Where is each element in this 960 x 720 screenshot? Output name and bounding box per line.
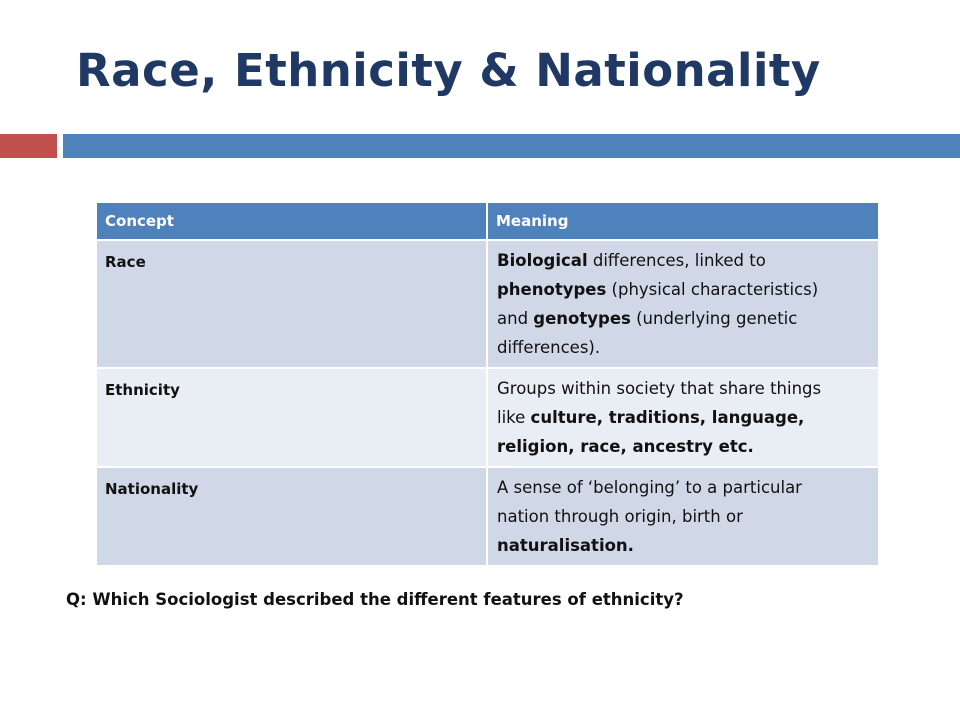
accent-bar-blue <box>63 134 960 158</box>
meaning-cell <box>487 240 879 368</box>
meaning-keyword: Biological <box>497 251 588 270</box>
meaning-line <box>497 432 870 461</box>
concept-cell: Race <box>96 240 487 368</box>
meaning-line <box>497 275 870 304</box>
concept-cell: Ethnicity <box>96 368 487 467</box>
meaning-line <box>497 374 870 403</box>
table-row <box>96 467 879 566</box>
meaning-keyword: naturalisation. <box>497 536 634 555</box>
meaning-text: nation through origin, birth or <box>497 507 743 526</box>
table-row <box>96 240 879 368</box>
concept-cell: Nationality <box>96 467 487 566</box>
meaning-line <box>497 531 870 560</box>
meaning-line <box>497 333 870 362</box>
table-header-row <box>96 202 879 240</box>
meaning-text: and <box>497 309 534 328</box>
table-row <box>96 368 879 467</box>
meaning-line <box>497 473 870 502</box>
meaning-line <box>497 304 870 333</box>
meaning-keyword: religion, race, ancestry etc. <box>497 437 754 456</box>
meaning-text: like <box>497 408 531 427</box>
meaning-text: Groups within society that share things <box>497 379 822 398</box>
meaning-text: A sense of ‘belonging’ to a particular <box>497 478 802 497</box>
meaning-line <box>497 502 870 531</box>
meaning-text: differences, linked to <box>587 251 766 270</box>
header-concept: Concept <box>96 202 487 240</box>
header-meaning: Meaning <box>487 202 879 240</box>
table-body <box>96 240 879 566</box>
accent-bar-red <box>0 134 57 158</box>
meaning-line <box>497 403 870 432</box>
question-text: Q: Which Sociologist described the different features of ethnicity? <box>66 590 684 609</box>
meaning-cell <box>487 368 879 467</box>
meaning-cell <box>487 467 879 566</box>
meaning-text: (physical characteristics) <box>606 280 819 299</box>
meaning-keyword: phenotypes <box>497 280 607 299</box>
meaning-keyword: genotypes <box>533 309 631 328</box>
meaning-text: (underlying genetic <box>630 309 798 328</box>
meaning-keyword: culture, traditions, language, <box>530 408 805 427</box>
meaning-text: differences). <box>497 338 601 357</box>
concepts-table <box>95 201 880 567</box>
meaning-line <box>497 246 870 275</box>
slide-title: Race, Ethnicity & Nationality <box>76 44 821 97</box>
